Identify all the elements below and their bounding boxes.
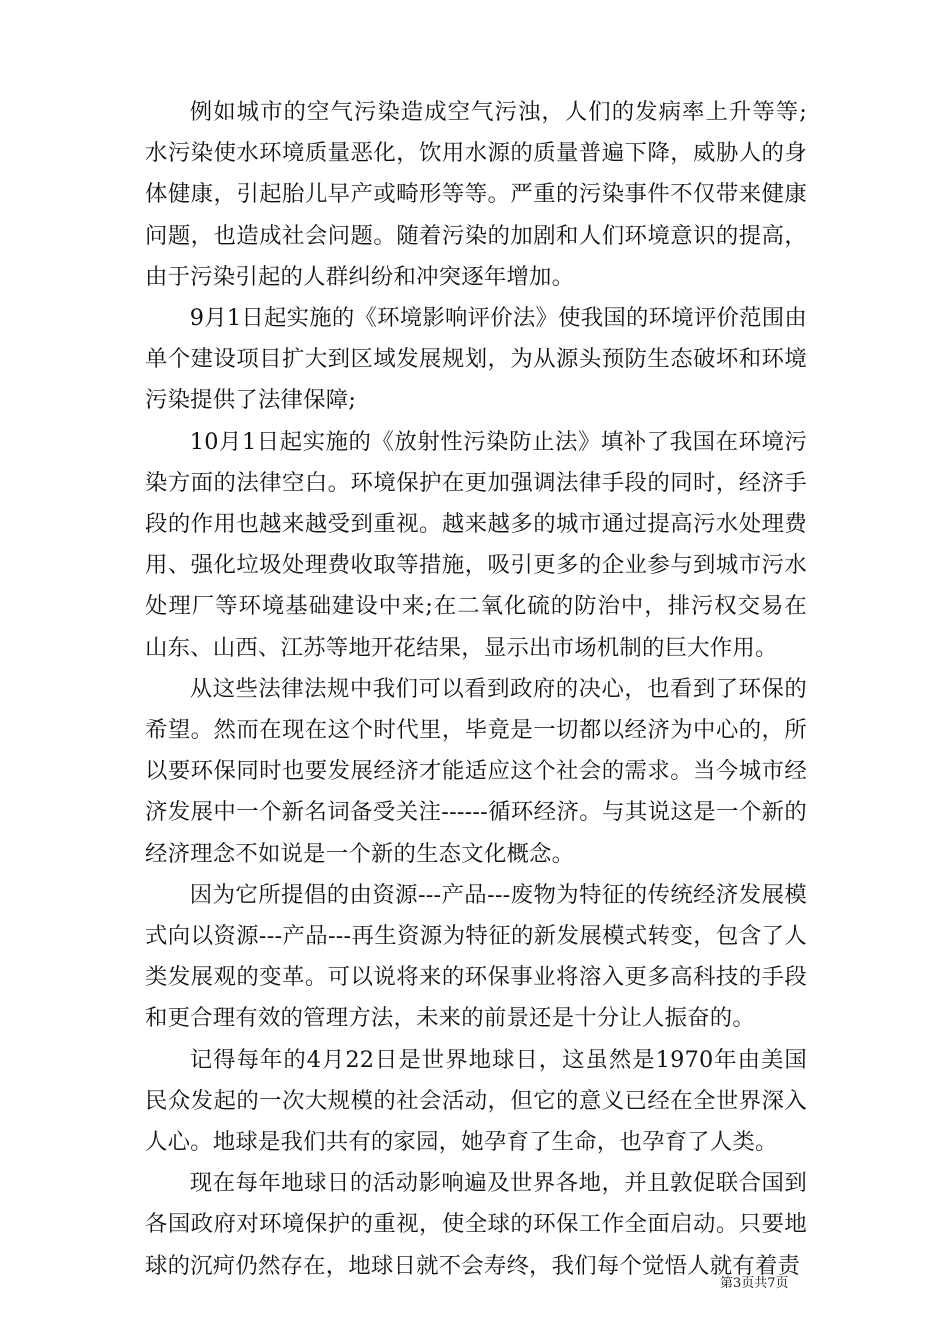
paragraph-7: 现在每年地球日的活动影响遍及世界各地，并且敦促联合国到各国政府对环境保护的重视，使全球的环保工作全面启动。只要地球的沉疴仍然存在，地球日就不会寿终，我们每个觉悟人就有着责: [145, 1170, 807, 1279]
paragraph-3: 10月1日起实施的《放射性污染防止法》填补了我国在环境污染方面的法律空白。环境保护在更加强调法律手段的同时，经济手段的作用也越来越受到重视。越来越多的城市通过提高污水处理费用、强化垃圾处理费收取等措施，吸引更多的企业参与到城市污水处理厂等环境基础建设中来;在二氧化硫的防治中，排污权交易在山东、山西、江苏等地开花结果，显示出市场机制的巨大作用。: [145, 428, 807, 661]
paragraph-6: 记得每年的4月22日是世界地球日，这虽然是1970年由美国民众发起的一次大规模的社会活动，但它的意义已经在全世界深入人心。地球是我们共有的家园，她孕育了生命，也孕育了人类。: [145, 1046, 807, 1156]
body-text: [145, 92, 807, 1287]
paragraph-5: 因为它所提倡的由资源---产品---废物为特征的传统经济发展模式向以资源---产品---再生资源为特征的新发展模式转变，包含了人类发展观的变革。可以说将来的环保事业将溶入更多高科技的手段和更合理有效的管理方法，未来的前景还是十分让人振奋的。: [145, 881, 807, 1032]
paragraph-1: 例如城市的空气污染造成空气污浊，人们的发病率上升等等;水污染使水环境质量恶化，饮用水源的质量普遍下降，威胁人的身体健康，引起胎儿早产或畸形等等。严重的污染事件不仅带来健康问题，也造成社会问题。随着污染的加剧和人们环境意识的提高，由于污染引起的人群纠纷和冲突逐年增加。: [145, 99, 807, 290]
paragraph-2: 9月1日起实施的《环境影响评价法》使我国的环境评价范围由单个建设项目扩大到区域发展规划，为从源头预防生态破坏和环境污染提供了法律保障;: [145, 305, 807, 414]
page-number-footer: 第3页共7页: [720, 1276, 789, 1291]
paragraph-4: 从这些法律法规中我们可以看到政府的决心，也看到了环保的希望。然而在现在这个时代里，毕竟是一切都以经济为中心的，所以要环保同时也要发展经济才能适应这个社会的需求。当今城市经济发展中一个新名词备受关注------循环经济。与其说这是一个新的经济理念不如说是一个新的生态文化概念。: [145, 675, 807, 867]
